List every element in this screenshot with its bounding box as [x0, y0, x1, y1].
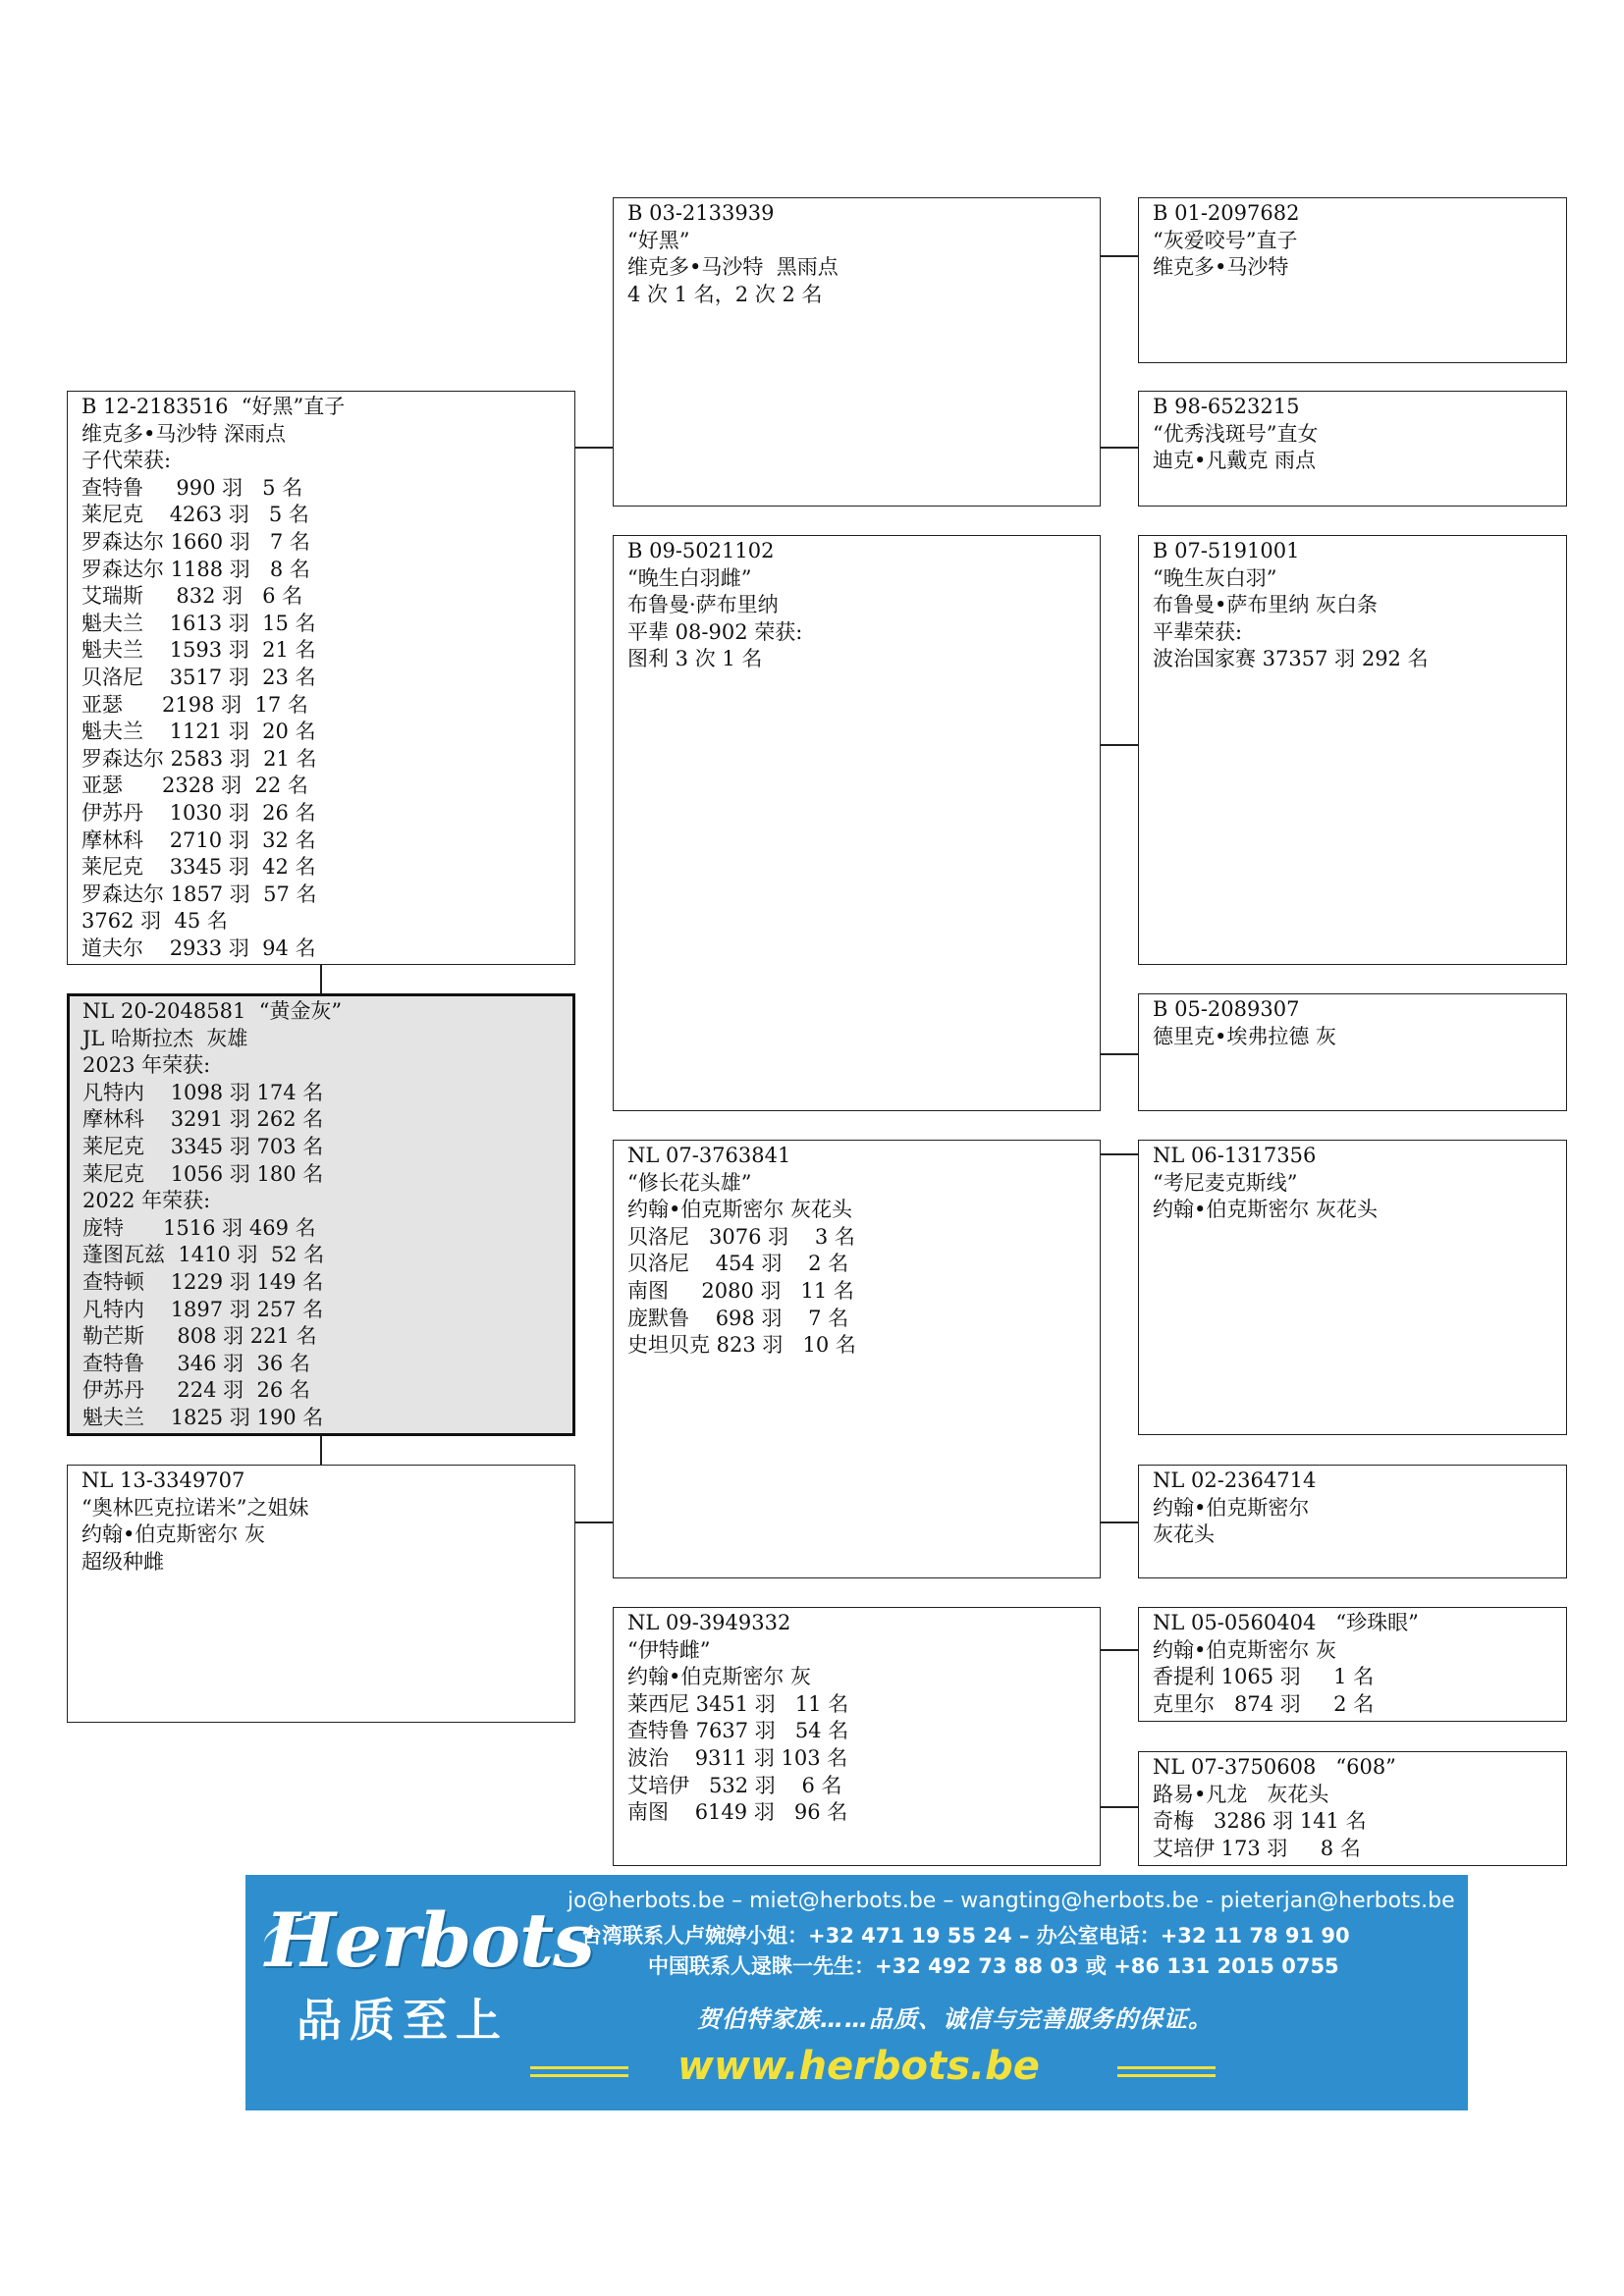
- card-line: 查特鲁 346 羽 36 名: [82, 1351, 310, 1375]
- tagline: 贺伯特家族……品质、诚信与完善服务的保证。: [697, 2005, 1213, 2033]
- card-line: 贝洛尼 3517 羽 23 名: [81, 665, 316, 689]
- card-line: 南图 6149 羽 96 名: [627, 1800, 848, 1825]
- sire-sire-card: [613, 197, 1101, 507]
- card-line: 维克多•马沙特 黑雨点: [627, 255, 839, 280]
- card-line: B 98-6523215: [1153, 395, 1300, 418]
- card-line: 魁夫兰 1121 羽 20 名: [81, 720, 316, 744]
- card-line: 摩林科 2710 羽 32 名: [81, 828, 316, 852]
- card-line: 2023 年荣获:: [82, 1053, 211, 1078]
- connector: [575, 447, 613, 449]
- card-line: 艾培伊 173 羽 8 名: [1153, 1836, 1361, 1860]
- card-line: “伊特雌”: [627, 1637, 711, 1662]
- card-line: 维克多•马沙特: [1153, 255, 1289, 280]
- card-line: “晚生灰白羽”: [1153, 565, 1277, 590]
- sds-card: [1138, 535, 1567, 965]
- card-line: 罗森达尔 1857 羽 57 名: [81, 881, 317, 906]
- card-line: 布鲁曼•萨布里纳 灰白条: [1153, 593, 1379, 617]
- card-line: 魁夫兰 1613 羽 15 名: [81, 611, 316, 635]
- card-line: 莱尼克 3345 羽 703 名: [82, 1134, 324, 1158]
- card-line: 灰花头: [1153, 1522, 1215, 1547]
- card-line: 迪克•凡戴克 雨点: [1153, 449, 1317, 473]
- card-line: 超级种雌: [81, 1549, 164, 1574]
- dam-sire-card: [613, 1140, 1101, 1578]
- sss-card: [1138, 197, 1567, 363]
- card-line: NL 06-1317356: [1153, 1144, 1317, 1167]
- card-line: 伊苏丹 1030 羽 26 名: [81, 800, 316, 825]
- card-line: “修长花头雄”: [627, 1170, 752, 1195]
- card-line: “考尼麦克斯线”: [1153, 1170, 1298, 1195]
- card-line: 波治国家赛 37357 羽 292 名: [1153, 647, 1429, 671]
- sire-card: [67, 391, 575, 965]
- connector: [1101, 255, 1138, 257]
- card-line: 莱尼克 3345 羽 42 名: [81, 855, 316, 880]
- card-line: 贝洛尼 454 羽 2 名: [627, 1252, 849, 1276]
- herbots-banner: [245, 1875, 1468, 2110]
- card-line: 波治 9311 羽 103 名: [627, 1745, 848, 1770]
- card-line: “好黑”: [627, 228, 690, 252]
- connector: [320, 965, 322, 993]
- connector: [1101, 1649, 1138, 1651]
- divider: [530, 2074, 628, 2077]
- ssd-card: [1138, 391, 1567, 507]
- card-line: 庞默鲁 698 羽 7 名: [627, 1306, 849, 1330]
- card-line: 查特鲁 990 羽 5 名: [81, 475, 303, 500]
- card-line: 莱尼克 1056 羽 180 名: [82, 1161, 324, 1186]
- contact-emails: jo@herbots.be – miet@herbots.be – wangting@herbots.be - pieterjan@herbots.be: [568, 1889, 1455, 1913]
- card-line: B 03-2133939: [627, 201, 775, 225]
- card-line: 约翰•伯克斯密尔 灰: [1153, 1637, 1337, 1662]
- card-line: 约翰•伯克斯密尔 灰花头: [627, 1198, 853, 1222]
- card-line: 约翰•伯克斯密尔 灰花头: [1153, 1198, 1379, 1222]
- card-line: 维克多•马沙特 深雨点: [81, 421, 287, 446]
- card-line: 3762 羽 45 名: [81, 909, 228, 934]
- card-line: 勒芒斯 808 羽 221 名: [82, 1324, 317, 1349]
- card-line: 莱西尼 3451 羽 11 名: [627, 1691, 849, 1716]
- card-line: 2022 年荣获:: [82, 1189, 211, 1213]
- card-line: 平辈 08-902 荣获:: [627, 619, 803, 644]
- slogan: 品质至上: [297, 1994, 509, 2047]
- card-line: NL 02-2364714: [1153, 1468, 1317, 1492]
- ddd-card: [1138, 1751, 1567, 1866]
- card-line: “奥林匹克拉诺米”之姐妹: [81, 1495, 309, 1520]
- card-line: 莱尼克 4263 羽 5 名: [81, 503, 309, 527]
- card-line: 香提利 1065 羽 1 名: [1153, 1665, 1375, 1689]
- subject-card: [67, 993, 575, 1436]
- connector: [1101, 744, 1138, 746]
- card-line: 约翰•伯克斯密尔 灰: [81, 1522, 266, 1547]
- connector: [1101, 1522, 1138, 1523]
- card-line: NL 07-3763841: [627, 1144, 791, 1167]
- sdd-card: [1138, 993, 1567, 1111]
- card-line: 史坦贝克 823 羽 10 名: [627, 1333, 856, 1358]
- card-line: 图利 3 次 1 名: [627, 647, 763, 671]
- card-line: 约翰•伯克斯密尔 灰: [627, 1665, 812, 1689]
- connector: [1101, 1053, 1138, 1055]
- card-line: B 07-5191001: [1153, 539, 1300, 562]
- card-line: 凡特内 1098 羽 174 名: [82, 1080, 324, 1104]
- card-line: 路易•凡龙 灰花头: [1153, 1782, 1329, 1806]
- card-line: “优秀浅斑号”直女: [1153, 421, 1319, 446]
- card-line: NL 07-3750608 “608”: [1153, 1755, 1396, 1779]
- card-line: 德里克•埃弗拉德 灰: [1153, 1024, 1337, 1048]
- herbots-logo: Herbots: [265, 1896, 594, 1984]
- dam-dam-card: [613, 1607, 1101, 1866]
- card-line: 摩林科 3291 羽 262 名: [82, 1107, 324, 1132]
- sire-dam-card: [613, 535, 1101, 1111]
- divider: [530, 2066, 628, 2069]
- card-line: 罗森达尔 1188 羽 8 名: [81, 557, 310, 581]
- card-line: B 05-2089307: [1153, 997, 1300, 1021]
- dsd-card: [1138, 1465, 1567, 1578]
- card-line: NL 09-3949332: [627, 1611, 791, 1634]
- card-line: 凡特内 1897 羽 257 名: [82, 1297, 324, 1321]
- card-line: JL 哈斯拉杰 灰雄: [82, 1026, 248, 1050]
- card-line: 魁夫兰 1825 羽 190 名: [82, 1405, 324, 1429]
- card-line: 克里尔 874 羽 2 名: [1153, 1691, 1375, 1716]
- card-line: 艾瑞斯 832 羽 6 名: [81, 584, 303, 609]
- website-link[interactable]: www.herbots.be: [677, 2044, 1040, 2089]
- china-contact: 中国联系人逯睐一先生：+32 492 73 88 03 或 +86 131 2015 0755: [648, 1954, 1339, 1978]
- card-line: 伊苏丹 224 羽 26 名: [82, 1378, 310, 1403]
- card-line: 南图 2080 羽 11 名: [627, 1278, 854, 1303]
- card-line: NL 20-2048581 “黄金灰”: [82, 999, 343, 1023]
- card-line: B 09-5021102: [627, 539, 775, 562]
- card-line: 查特顿 1229 羽 149 名: [82, 1269, 324, 1294]
- dss-card: [1138, 1140, 1567, 1435]
- card-line: 奇梅 3286 羽 141 名: [1153, 1809, 1367, 1834]
- card-line: 罗森达尔 2583 羽 21 名: [81, 746, 317, 771]
- dam-card: [67, 1465, 575, 1723]
- connector: [320, 1436, 322, 1465]
- card-line: 庞特 1516 羽 469 名: [82, 1215, 316, 1240]
- card-line: “灰爱咬号”直子: [1153, 228, 1298, 252]
- divider: [1117, 2066, 1216, 2069]
- card-line: 蓬图瓦兹 1410 羽 52 名: [82, 1243, 325, 1267]
- card-line: 约翰•伯克斯密尔: [1153, 1495, 1310, 1520]
- card-line: 亚瑟 2198 羽 17 名: [81, 692, 308, 717]
- dds-card: [1138, 1607, 1567, 1722]
- card-line: 道夫尔 2933 羽 94 名: [81, 935, 316, 960]
- card-line: B 01-2097682: [1153, 201, 1300, 225]
- card-line: 亚瑟 2328 羽 22 名: [81, 774, 308, 798]
- card-line: 魁夫兰 1593 羽 21 名: [81, 638, 316, 663]
- connector: [1101, 1806, 1138, 1808]
- card-line: NL 05-0560404 “珍珠眼”: [1153, 1611, 1419, 1634]
- card-line: 罗森达尔 1660 羽 7 名: [81, 529, 310, 554]
- card-line: B 12-2183516 “好黑”直子: [81, 395, 346, 418]
- card-line: 查特鲁 7637 羽 54 名: [627, 1719, 849, 1743]
- card-line: NL 13-3349707: [81, 1468, 245, 1492]
- divider: [1117, 2074, 1216, 2077]
- card-line: 艾培伊 532 羽 6 名: [627, 1773, 842, 1797]
- connector: [575, 1522, 613, 1523]
- card-line: 子代荣获:: [81, 449, 172, 473]
- card-line: 贝洛尼 3076 羽 3 名: [627, 1224, 855, 1249]
- card-line: “晚生白羽雌”: [627, 565, 752, 590]
- card-line: 布鲁曼·萨布里纳: [627, 593, 779, 617]
- connector: [1101, 1153, 1138, 1155]
- taiwan-contact: 台湾联系人卢婉婷小姐：+32 471 19 55 24 – 办公室电话：+32 11 78 91 90: [581, 1924, 1350, 1948]
- connector: [1101, 447, 1138, 449]
- card-line: 4 次 1 名，2 次 2 名: [627, 282, 823, 306]
- card-line: 平辈荣获:: [1153, 619, 1243, 644]
